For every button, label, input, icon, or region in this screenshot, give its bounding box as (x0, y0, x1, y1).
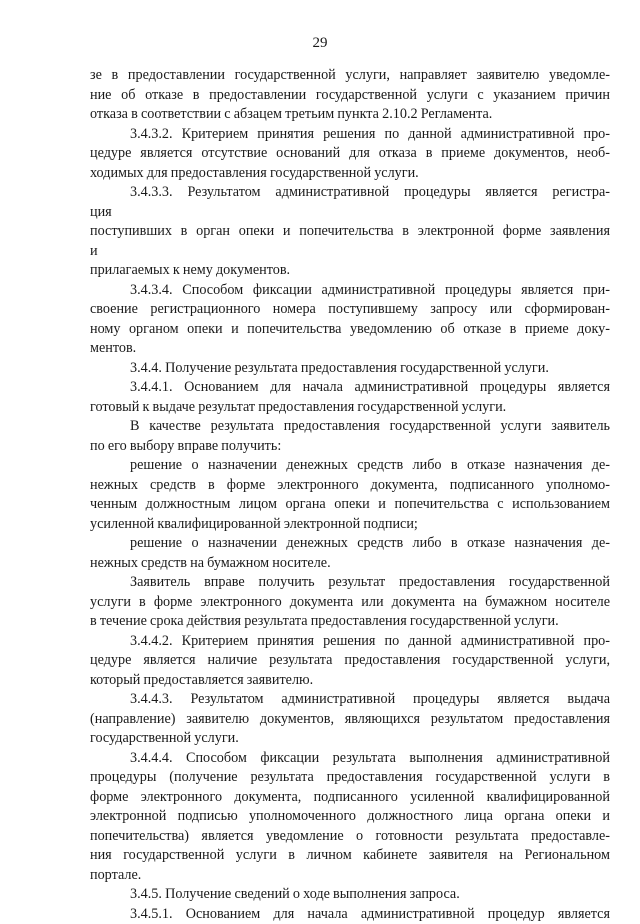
text-line: и (90, 242, 610, 262)
text-line: процедуры (получение результата предоставления государственной услуги в (90, 768, 610, 788)
text-line: зе в предоставлении государственной услуги, направляет заявителю уведомле- (90, 66, 610, 86)
text-line: Заявитель вправе получить результат предоставления государственной (90, 573, 610, 593)
page-number: 29 (0, 34, 640, 52)
text-line: портале. (90, 866, 610, 886)
text-line: ному органом опеки и попечительства уведомлению об отказе в приеме доку- (90, 320, 610, 340)
text-line: в течение срока действия результата предоставления государственной услуги. (90, 612, 610, 632)
text-line: ция (90, 203, 610, 223)
text-line: по его выбору вправе получить: (90, 437, 610, 457)
text-line: 3.4.5.1. Основанием для начала административной процедур является (90, 905, 610, 924)
text-line: отказа в соответствии с абзацем третьим пункта 2.10.2 Регламента. (90, 105, 610, 125)
text-line: форме электронного документа, подписанного усиленной квалифицированной (90, 788, 610, 808)
text-line: 3.4.3.4. Способом фиксации административной процедуры является при- (90, 281, 610, 301)
text-line: 3.4.4.1. Основанием для начала административной процедуры является (90, 378, 610, 398)
text-line: 3.4.5. Получение сведений о ходе выполнения запроса. (90, 885, 610, 905)
text-line: ченным должностным лицом органа опеки и попечительства с использованием (90, 495, 610, 515)
text-line: (направление) заявителю документов, являющихся результатом предоставления (90, 710, 610, 730)
text-line: поступивших в орган опеки и попечительства в электронной форме заявления (90, 222, 610, 242)
text-line: ментов. (90, 339, 610, 359)
text-line: 3.4.3.3. Результатом административной процедуры является регистра- (90, 183, 610, 203)
text-line: своение регистрационного номера поступившему запросу или сформирован- (90, 300, 610, 320)
text-line: нежных средств в форме электронного документа, подписанного уполномо- (90, 476, 610, 496)
text-line: государственной услуги. (90, 729, 610, 749)
text-line: решение о назначении денежных средств либо в отказе назначения де- (90, 456, 610, 476)
text-line: 3.4.3.2. Критерием принятия решения по данной административной про- (90, 125, 610, 145)
text-line: услуги в форме электронного документа или документа на бумажном носителе (90, 593, 610, 613)
text-line: который предоставляется заявителю. (90, 671, 610, 691)
text-line: 3.4.4.2. Критерием принятия решения по данной административной про- (90, 632, 610, 652)
text-line: решение о назначении денежных средств либо в отказе назначения де- (90, 534, 610, 554)
text-line: 3.4.4.3. Результатом административной процедуры является выдача (90, 690, 610, 710)
text-line: ходимых для предоставления государственной услуги. (90, 164, 610, 184)
document-body (90, 66, 610, 924)
text-line: В качестве результата предоставления государственной услуги заявитель (90, 417, 610, 437)
text-line: готовый к выдаче результат предоставления государственной услуги. (90, 398, 610, 418)
text-line: электронной подписью уполномоченного должностного лица органа опеки и (90, 807, 610, 827)
text-line: попечительства) является уведомление о готовности результата предоставле- (90, 827, 610, 847)
text-line: цедуре является отсутствие оснований для отказа в приеме документов, необ- (90, 144, 610, 164)
text-line: ние об отказе в предоставлении государственной услуги с указанием причин (90, 86, 610, 106)
text-line: 3.4.4.4. Способом фиксации результата выполнения административной (90, 749, 610, 769)
text-line: ния государственной услуги в личном кабинете заявителя на Региональном (90, 846, 610, 866)
text-line: усиленной квалифицированной электронной подписи; (90, 515, 610, 535)
text-line: прилагаемых к нему документов. (90, 261, 610, 281)
text-line: 3.4.4. Получение результата предоставления государственной услуги. (90, 359, 610, 379)
text-line: цедуре является наличие результата предоставления государственной услуги, (90, 651, 610, 671)
text-line: нежных средств на бумажном носителе. (90, 554, 610, 574)
